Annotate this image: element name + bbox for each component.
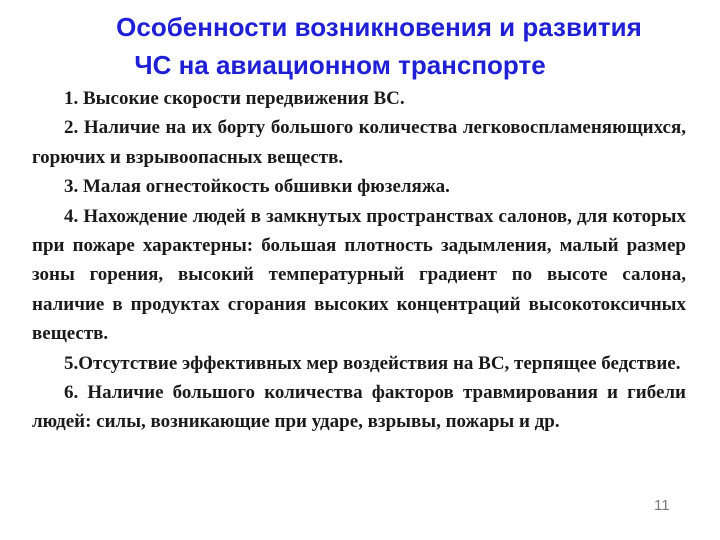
slide-title-line-1: Особенности возникновения и развития [116, 12, 642, 42]
list-item-1: 1. Высокие скорости передвижения ВС. [64, 88, 405, 109]
list-item-2: 2. Наличие на их борту большого количества легковоспламеняющихся, горючих и взрывоопасных веществ. [32, 117, 686, 168]
page-number: 11 [654, 497, 670, 514]
list-item-6: 6. Наличие большого количества факторов травмирования и гибели людей: силы, возникающие при ударе, взрывы, пожары и др. [32, 382, 686, 433]
list-item-3: 3. Малая огнестойкость обшивки фюзеляжа. [64, 176, 450, 198]
list-item-4: 4. Нахождение людей в замкнутых пространствах салонов, для которых при пожаре характерны: большая плотность задымления, малый размер зоны горения, высокий температурный градиент по высоте салона, наличие в продуктах сгорания высоких концентраций высокотоксичных веществ. [32, 205, 686, 345]
slide-title [0, 8, 720, 84]
slide-body [32, 84, 686, 437]
slide-title-line-2: ЧС на авиационном транспорте [134, 50, 546, 80]
list-item-5: 5.Отсутствие эффективных мер воздействия на ВС, терпящее бедствие. [64, 352, 681, 374]
